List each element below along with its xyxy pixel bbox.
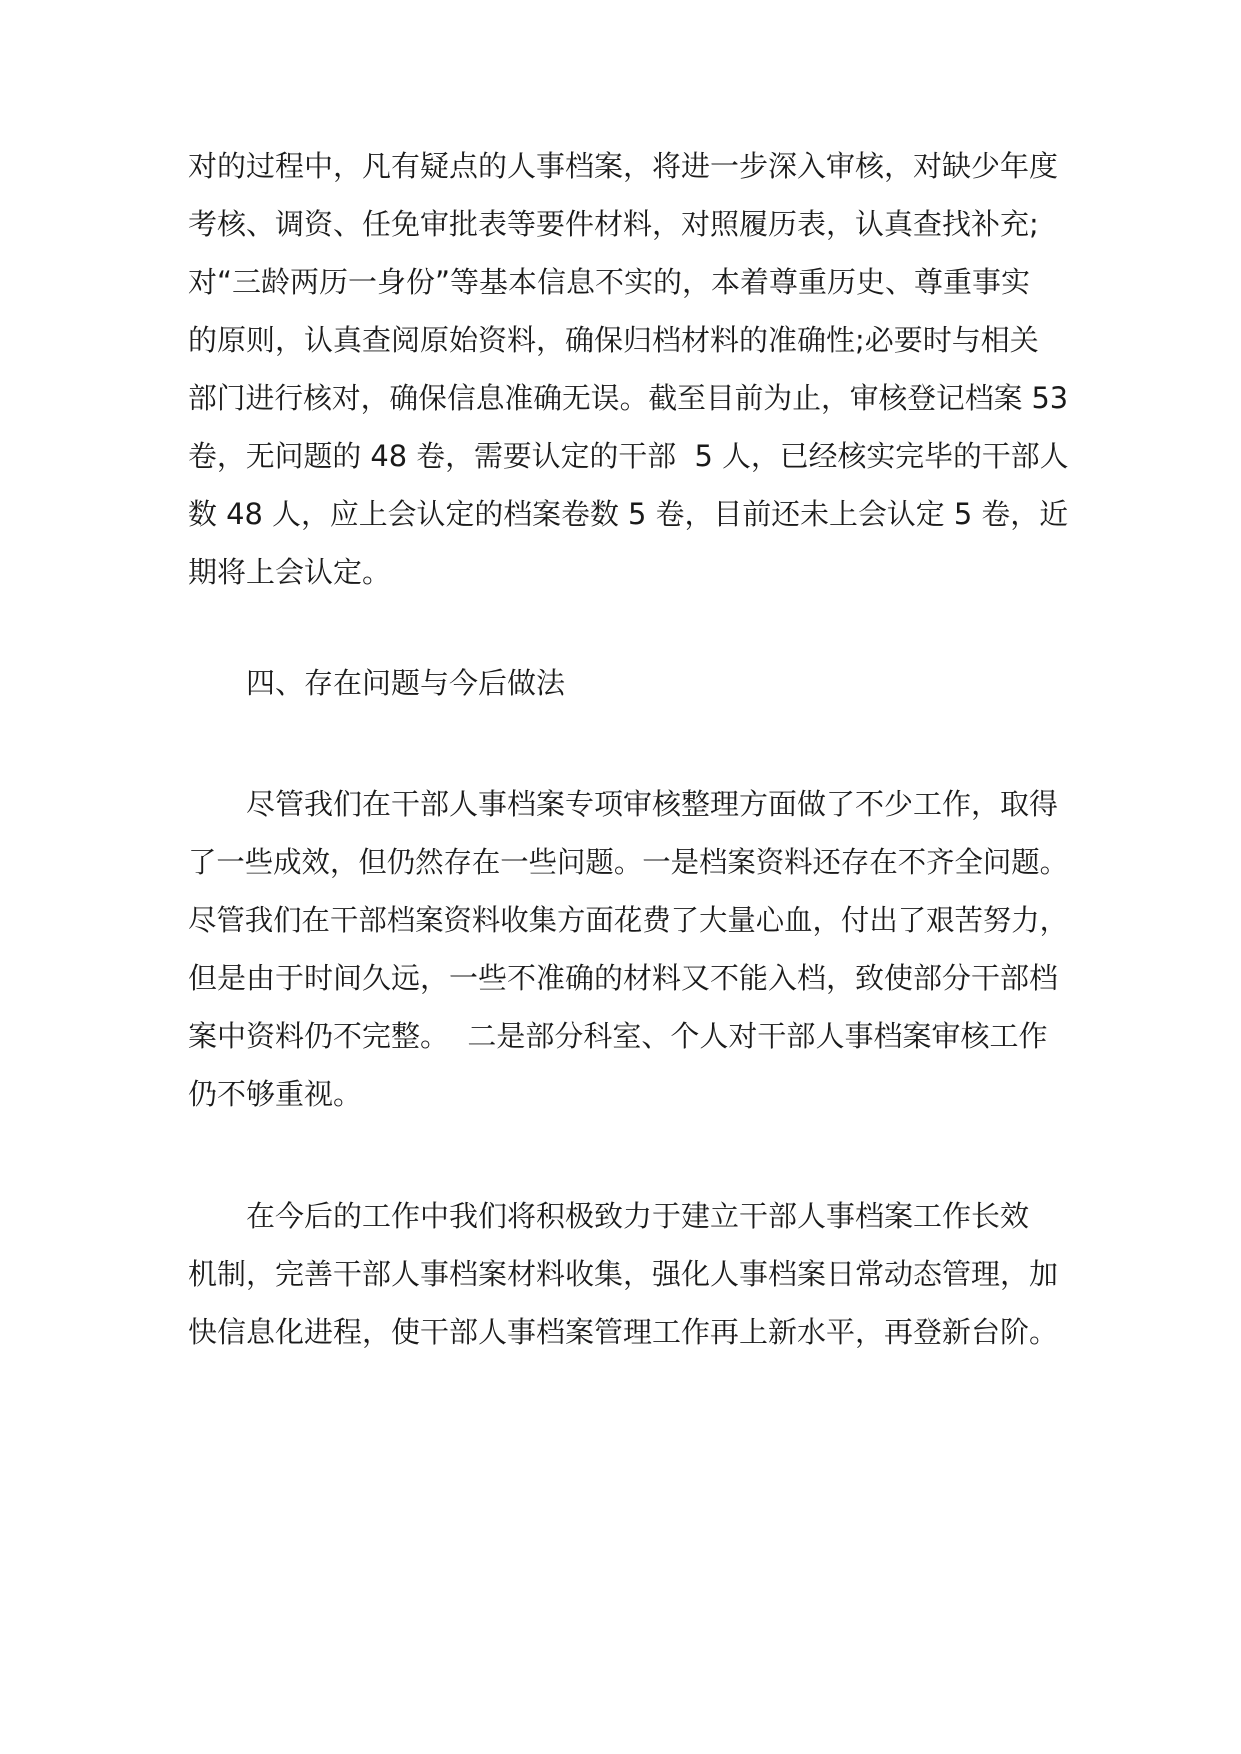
paragraph-2-line-6: 仍不够重视。 (188, 1077, 363, 1111)
paragraph-3-line-3: 快信息化进程，使干部人事档案管理工作再上新水平，再登新台阶。 (188, 1315, 1059, 1349)
paragraph-1-line-5: 部门进行核对，确保信息准确无误。截至目前为止，审核登记档案 53 (188, 381, 1069, 415)
paragraph-1-line-8: 期将上会认定。 (188, 555, 392, 589)
paragraph-2-line-1: 尽管我们在干部人事档案专项审核整理方面做了不少工作，取得 (246, 787, 1059, 821)
paragraph-1-line-7: 数 48 人，应上会认定的档案卷数 5 卷，目前还未上会认定 5 卷，近 (188, 497, 1069, 531)
paragraph-1-line-3: 对“三龄两历一身份”等基本信息不实的，本着尊重历史、尊重事实 (188, 265, 1031, 299)
paragraph-2-line-3: 尽管我们在干部档案资料收集方面花费了大量心血，付出了艰苦努力， (188, 903, 1069, 937)
paragraph-3-line-2: 机制，完善干部人事档案材料收集，强化人事档案日常动态管理，加 (188, 1257, 1059, 1291)
paragraph-1-line-1: 对的过程中，凡有疑点的人事档案，将进一步深入审核，对缺少年度 (188, 149, 1059, 183)
paragraph-3-line-1: 在今后的工作中我们将积极致力于建立干部人事档案工作长效 (246, 1199, 1030, 1233)
paragraph-1-line-2: 考核、调资、任免审批表等要件材料，对照履历表，认真查找补充; (188, 207, 1039, 241)
section-heading: 四、存在问题与今后做法 (246, 666, 566, 700)
paragraph-2-line-2: 了一些成效，但仍然存在一些问题。一是档案资料还存在不齐全问题。 (188, 845, 1069, 879)
paragraph-1-line-4: 的原则，认真查阅原始资料，确保归档材料的准确性;必要时与相关 (188, 323, 1039, 357)
paragraph-2-line-4: 但是由于时间久远，一些不准确的材料又不能入档，致使部分干部档 (188, 961, 1059, 995)
paragraph-1-line-6: 卷，无问题的 48 卷，需要认定的干部 5 人，已经核实完毕的干部人 (188, 439, 1069, 473)
paragraph-2-line-5: 案中资料仍不完整。 二是部分科室、个人对干部人事档案审核工作 (188, 1019, 1048, 1053)
